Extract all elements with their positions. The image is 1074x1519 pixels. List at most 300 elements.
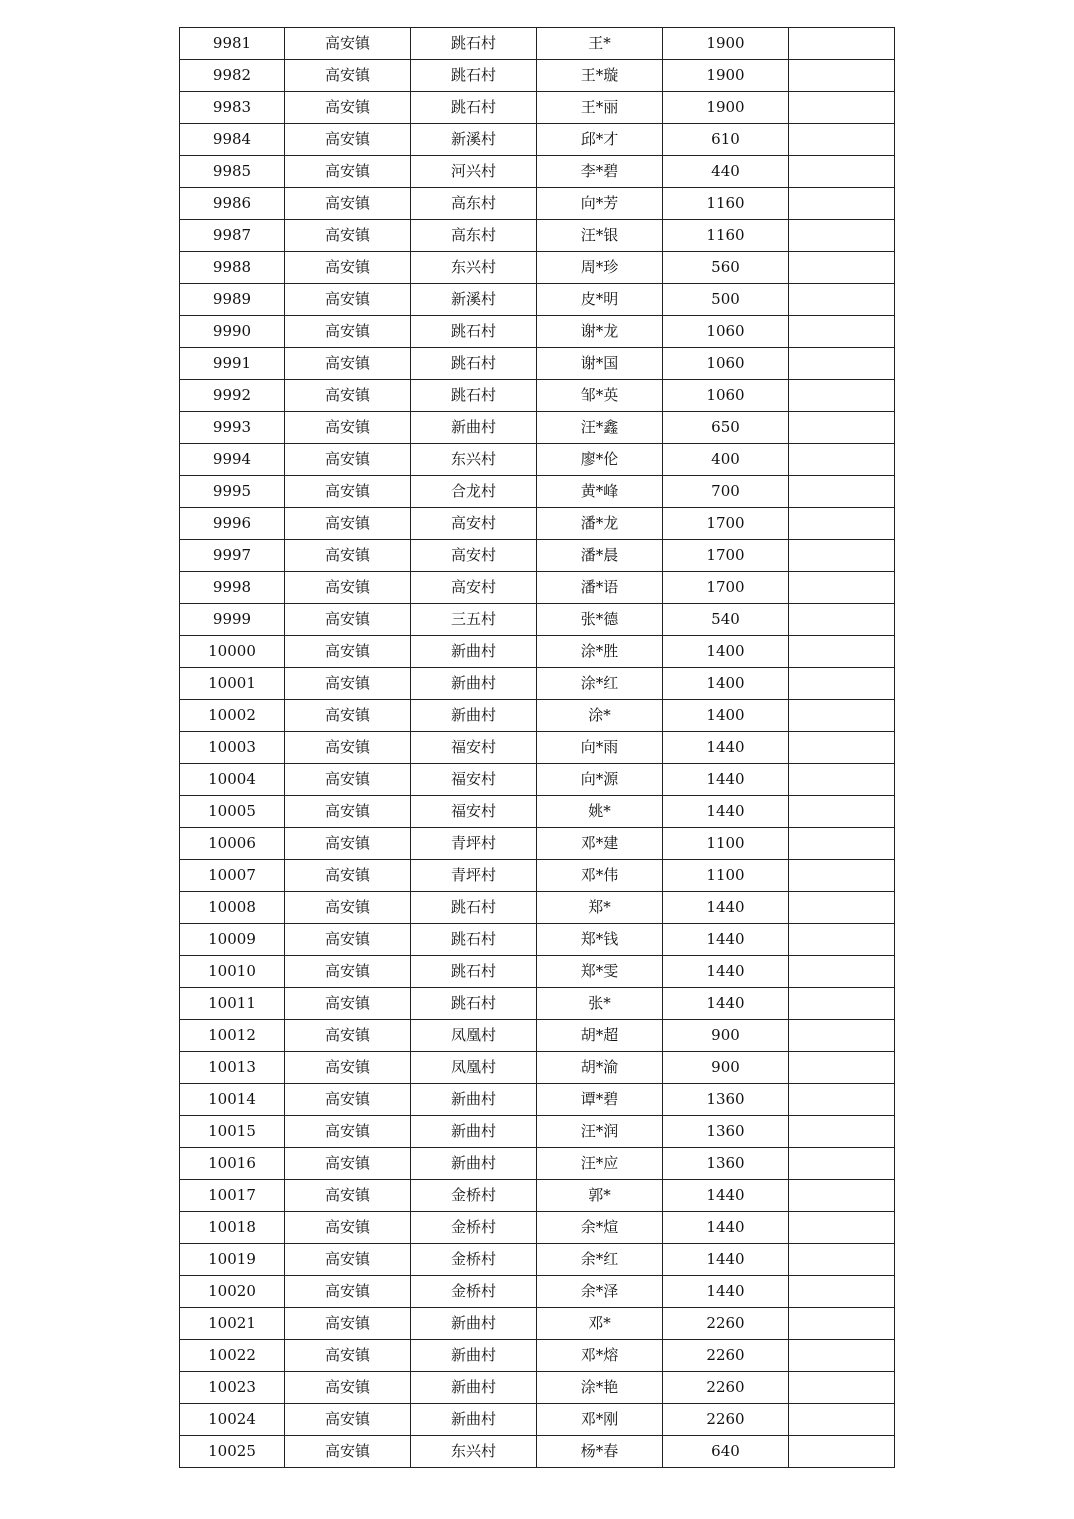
row-number-cell: 9984 [180,124,285,156]
table-row [180,636,895,668]
amount-cell: 1440 [663,1276,789,1308]
name-cell: 汪*应 [537,1148,663,1180]
note-cell [789,1084,895,1116]
town-cell: 高安镇 [285,540,411,572]
town-cell: 高安镇 [285,348,411,380]
name-cell: 邱*才 [537,124,663,156]
village-cell: 东兴村 [411,444,537,476]
row-number-cell: 10004 [180,764,285,796]
name-cell: 郑*雯 [537,956,663,988]
amount-cell: 1440 [663,764,789,796]
amount-cell: 1400 [663,668,789,700]
village-cell: 新曲村 [411,1116,537,1148]
row-number-cell: 10019 [180,1244,285,1276]
table-row [180,1116,895,1148]
note-cell [789,1020,895,1052]
name-cell: 谢*龙 [537,316,663,348]
amount-cell: 900 [663,1020,789,1052]
table-row [180,476,895,508]
row-number-cell: 10006 [180,828,285,860]
table-row [180,764,895,796]
village-cell: 高东村 [411,188,537,220]
table-row [180,1212,895,1244]
row-number-cell: 10000 [180,636,285,668]
name-cell: 杨*春 [537,1436,663,1468]
village-cell: 青坪村 [411,828,537,860]
name-cell: 潘*晨 [537,540,663,572]
amount-cell: 1360 [663,1116,789,1148]
name-cell: 涂*红 [537,668,663,700]
village-cell: 跳石村 [411,28,537,60]
village-cell: 合龙村 [411,476,537,508]
table-row [180,348,895,380]
row-number-cell: 9999 [180,604,285,636]
note-cell [789,188,895,220]
note-cell [789,1244,895,1276]
note-cell [789,1052,895,1084]
row-number-cell: 10010 [180,956,285,988]
town-cell: 高安镇 [285,1020,411,1052]
town-cell: 高安镇 [285,156,411,188]
village-cell: 新曲村 [411,1404,537,1436]
amount-cell: 1060 [663,348,789,380]
row-number-cell: 10013 [180,1052,285,1084]
town-cell: 高安镇 [285,92,411,124]
name-cell: 王*丽 [537,92,663,124]
town-cell: 高安镇 [285,1436,411,1468]
note-cell [789,1404,895,1436]
name-cell: 涂* [537,700,663,732]
table-row [180,732,895,764]
village-cell: 跳石村 [411,892,537,924]
amount-cell: 1440 [663,1212,789,1244]
amount-cell: 540 [663,604,789,636]
row-number-cell: 10001 [180,668,285,700]
amount-cell: 1400 [663,636,789,668]
table-row [180,828,895,860]
town-cell: 高安镇 [285,572,411,604]
note-cell [789,28,895,60]
name-cell: 姚* [537,796,663,828]
village-cell: 新溪村 [411,284,537,316]
table-row [180,252,895,284]
row-number-cell: 9990 [180,316,285,348]
table-row [180,988,895,1020]
village-cell: 跳石村 [411,924,537,956]
row-number-cell: 10021 [180,1308,285,1340]
table-row [180,860,895,892]
table-row [180,1084,895,1116]
note-cell [789,732,895,764]
name-cell: 张* [537,988,663,1020]
amount-cell: 1360 [663,1084,789,1116]
town-cell: 高安镇 [285,444,411,476]
amount-cell: 1160 [663,220,789,252]
note-cell [789,604,895,636]
amount-cell: 900 [663,1052,789,1084]
name-cell: 胡*超 [537,1020,663,1052]
town-cell: 高安镇 [285,924,411,956]
name-cell: 邓*刚 [537,1404,663,1436]
note-cell [789,284,895,316]
town-cell: 高安镇 [285,1084,411,1116]
village-cell: 跳石村 [411,92,537,124]
note-cell [789,1372,895,1404]
town-cell: 高安镇 [285,604,411,636]
amount-cell: 700 [663,476,789,508]
row-number-cell: 10025 [180,1436,285,1468]
row-number-cell: 10008 [180,892,285,924]
village-cell: 东兴村 [411,252,537,284]
village-cell: 东兴村 [411,1436,537,1468]
amount-cell: 560 [663,252,789,284]
town-cell: 高安镇 [285,1276,411,1308]
village-cell: 新曲村 [411,668,537,700]
row-number-cell: 9988 [180,252,285,284]
row-number-cell: 10014 [180,1084,285,1116]
town-cell: 高安镇 [285,1180,411,1212]
amount-cell: 2260 [663,1372,789,1404]
village-cell: 三五村 [411,604,537,636]
amount-cell: 1360 [663,1148,789,1180]
name-cell: 谭*碧 [537,1084,663,1116]
amount-cell: 1700 [663,572,789,604]
table-row [180,924,895,956]
note-cell [789,924,895,956]
amount-cell: 1700 [663,540,789,572]
amount-cell: 610 [663,124,789,156]
name-cell: 汪*润 [537,1116,663,1148]
note-cell [789,540,895,572]
table-row [180,956,895,988]
name-cell: 向*芳 [537,188,663,220]
table-row [180,796,895,828]
amount-cell: 2260 [663,1404,789,1436]
table-row [180,156,895,188]
row-number-cell: 9996 [180,508,285,540]
table-row [180,892,895,924]
name-cell: 周*珍 [537,252,663,284]
row-number-cell: 9986 [180,188,285,220]
town-cell: 高安镇 [285,1212,411,1244]
town-cell: 高安镇 [285,1308,411,1340]
town-cell: 高安镇 [285,412,411,444]
name-cell: 李*碧 [537,156,663,188]
amount-cell: 640 [663,1436,789,1468]
table-row [180,1340,895,1372]
table-row [180,1436,895,1468]
note-cell [789,700,895,732]
row-number-cell: 10015 [180,1116,285,1148]
town-cell: 高安镇 [285,892,411,924]
village-cell: 新曲村 [411,412,537,444]
town-cell: 高安镇 [285,828,411,860]
row-number-cell: 9989 [180,284,285,316]
village-cell: 金桥村 [411,1212,537,1244]
note-cell [789,1180,895,1212]
town-cell: 高安镇 [285,1116,411,1148]
town-cell: 高安镇 [285,28,411,60]
name-cell: 向*源 [537,764,663,796]
name-cell: 皮*明 [537,284,663,316]
table-row [180,124,895,156]
town-cell: 高安镇 [285,668,411,700]
town-cell: 高安镇 [285,1404,411,1436]
village-cell: 青坪村 [411,860,537,892]
name-cell: 郑* [537,892,663,924]
row-number-cell: 9993 [180,412,285,444]
village-cell: 凤凰村 [411,1020,537,1052]
village-cell: 新曲村 [411,1372,537,1404]
amount-cell: 1400 [663,700,789,732]
note-cell [789,476,895,508]
table-row [180,92,895,124]
note-cell [789,956,895,988]
table-row [180,284,895,316]
village-cell: 河兴村 [411,156,537,188]
note-cell [789,124,895,156]
village-cell: 新曲村 [411,1340,537,1372]
note-cell [789,444,895,476]
name-cell: 黄*峰 [537,476,663,508]
row-number-cell: 10023 [180,1372,285,1404]
amount-cell: 1440 [663,732,789,764]
note-cell [789,508,895,540]
amount-cell: 1440 [663,1244,789,1276]
row-number-cell: 10022 [180,1340,285,1372]
note-cell [789,988,895,1020]
amount-cell: 2260 [663,1308,789,1340]
row-number-cell: 9998 [180,572,285,604]
name-cell: 汪*银 [537,220,663,252]
row-number-cell: 10020 [180,1276,285,1308]
name-cell: 郭* [537,1180,663,1212]
village-cell: 金桥村 [411,1276,537,1308]
table-row [180,28,895,60]
row-number-cell: 9981 [180,28,285,60]
town-cell: 高安镇 [285,796,411,828]
village-cell: 新曲村 [411,1308,537,1340]
village-cell: 高安村 [411,572,537,604]
town-cell: 高安镇 [285,956,411,988]
table-row [180,1308,895,1340]
name-cell: 张*德 [537,604,663,636]
note-cell [789,796,895,828]
table-row [180,1276,895,1308]
amount-cell: 1440 [663,956,789,988]
table-row [180,220,895,252]
village-cell: 高安村 [411,508,537,540]
town-cell: 高安镇 [285,988,411,1020]
name-cell: 郑*钱 [537,924,663,956]
village-cell: 福安村 [411,764,537,796]
table-row [180,316,895,348]
amount-cell: 440 [663,156,789,188]
table-row [180,188,895,220]
village-cell: 新溪村 [411,124,537,156]
table-row [180,700,895,732]
note-cell [789,220,895,252]
table-row [180,1052,895,1084]
table-row [180,508,895,540]
town-cell: 高安镇 [285,1372,411,1404]
town-cell: 高安镇 [285,636,411,668]
town-cell: 高安镇 [285,220,411,252]
note-cell [789,316,895,348]
town-cell: 高安镇 [285,252,411,284]
data-table-body [180,28,895,1468]
name-cell: 邓*熔 [537,1340,663,1372]
name-cell: 余*煊 [537,1212,663,1244]
row-number-cell: 9987 [180,220,285,252]
row-number-cell: 10016 [180,1148,285,1180]
amount-cell: 1060 [663,380,789,412]
amount-cell: 1440 [663,924,789,956]
table-row [180,1148,895,1180]
village-cell: 金桥村 [411,1244,537,1276]
amount-cell: 1100 [663,828,789,860]
row-number-cell: 10012 [180,1020,285,1052]
note-cell [789,764,895,796]
amount-cell: 2260 [663,1340,789,1372]
village-cell: 福安村 [411,796,537,828]
table-row [180,1372,895,1404]
village-cell: 金桥村 [411,1180,537,1212]
town-cell: 高安镇 [285,700,411,732]
name-cell: 邹*英 [537,380,663,412]
row-number-cell: 9995 [180,476,285,508]
amount-cell: 1060 [663,316,789,348]
table-row [180,60,895,92]
town-cell: 高安镇 [285,188,411,220]
town-cell: 高安镇 [285,764,411,796]
table-row [180,1244,895,1276]
note-cell [789,828,895,860]
row-number-cell: 10011 [180,988,285,1020]
note-cell [789,1340,895,1372]
row-number-cell: 10002 [180,700,285,732]
name-cell: 王* [537,28,663,60]
name-cell: 汪*鑫 [537,412,663,444]
village-cell: 跳石村 [411,988,537,1020]
amount-cell: 1700 [663,508,789,540]
table-row [180,444,895,476]
amount-cell: 1160 [663,188,789,220]
amount-cell: 650 [663,412,789,444]
amount-cell: 400 [663,444,789,476]
name-cell: 余*泽 [537,1276,663,1308]
town-cell: 高安镇 [285,316,411,348]
note-cell [789,668,895,700]
note-cell [789,60,895,92]
name-cell: 涂*艳 [537,1372,663,1404]
village-cell: 高安村 [411,540,537,572]
note-cell [789,1276,895,1308]
name-cell: 王*璇 [537,60,663,92]
village-cell: 跳石村 [411,956,537,988]
table-row [180,668,895,700]
note-cell [789,860,895,892]
amount-cell: 1440 [663,796,789,828]
village-cell: 福安村 [411,732,537,764]
village-cell: 高东村 [411,220,537,252]
row-number-cell: 10018 [180,1212,285,1244]
village-cell: 跳石村 [411,316,537,348]
note-cell [789,252,895,284]
town-cell: 高安镇 [285,1244,411,1276]
note-cell [789,412,895,444]
village-cell: 凤凰村 [411,1052,537,1084]
table-row [180,1020,895,1052]
village-cell: 跳石村 [411,60,537,92]
table-row [180,604,895,636]
name-cell: 潘*龙 [537,508,663,540]
town-cell: 高安镇 [285,380,411,412]
name-cell: 涂*胜 [537,636,663,668]
row-number-cell: 10007 [180,860,285,892]
amount-cell: 1900 [663,92,789,124]
note-cell [789,156,895,188]
row-number-cell: 10005 [180,796,285,828]
note-cell [789,348,895,380]
village-cell: 新曲村 [411,1148,537,1180]
amount-cell: 1900 [663,28,789,60]
amount-cell: 1100 [663,860,789,892]
name-cell: 邓*伟 [537,860,663,892]
note-cell [789,636,895,668]
note-cell [789,1308,895,1340]
row-number-cell: 9994 [180,444,285,476]
amount-cell: 1440 [663,892,789,924]
name-cell: 邓*建 [537,828,663,860]
name-cell: 潘*语 [537,572,663,604]
note-cell [789,380,895,412]
row-number-cell: 9982 [180,60,285,92]
note-cell [789,892,895,924]
amount-cell: 1440 [663,1180,789,1212]
note-cell [789,92,895,124]
town-cell: 高安镇 [285,508,411,540]
row-number-cell: 9983 [180,92,285,124]
data-table [179,27,895,1468]
name-cell: 余*红 [537,1244,663,1276]
town-cell: 高安镇 [285,476,411,508]
note-cell [789,1116,895,1148]
row-number-cell: 10003 [180,732,285,764]
row-number-cell: 10017 [180,1180,285,1212]
village-cell: 新曲村 [411,700,537,732]
amount-cell: 500 [663,284,789,316]
town-cell: 高安镇 [285,284,411,316]
row-number-cell: 10009 [180,924,285,956]
name-cell: 胡*渝 [537,1052,663,1084]
town-cell: 高安镇 [285,60,411,92]
note-cell [789,1148,895,1180]
row-number-cell: 9997 [180,540,285,572]
town-cell: 高安镇 [285,1052,411,1084]
row-number-cell: 9992 [180,380,285,412]
row-number-cell: 10024 [180,1404,285,1436]
town-cell: 高安镇 [285,1340,411,1372]
row-number-cell: 9985 [180,156,285,188]
table-row [180,380,895,412]
village-cell: 新曲村 [411,1084,537,1116]
note-cell [789,572,895,604]
row-number-cell: 9991 [180,348,285,380]
name-cell: 邓* [537,1308,663,1340]
name-cell: 向*雨 [537,732,663,764]
town-cell: 高安镇 [285,124,411,156]
